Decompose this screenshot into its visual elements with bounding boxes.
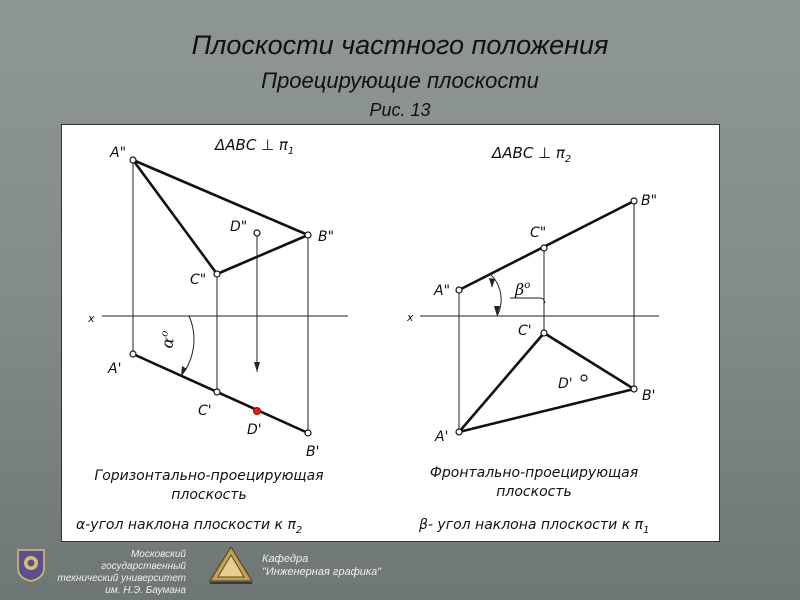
left-label-b1: B': [306, 444, 320, 460]
left-label-b2: B": [318, 229, 335, 245]
right-point-a2: [456, 287, 462, 293]
left-label-c2: C": [190, 272, 207, 288]
department-name: [262, 553, 381, 579]
university-line-2: технический университет: [57, 573, 186, 584]
department-line-2: "Инженерная графика": [262, 566, 382, 578]
left-point-b1: [305, 430, 311, 436]
left-label-c1: C': [198, 403, 212, 419]
right-caption-line2: плоскость: [496, 484, 572, 500]
left-point-a1: [130, 351, 136, 357]
left-point-d2: [254, 230, 260, 236]
left-note: α-угол наклона плоскости к $\pi_2$: [76, 517, 303, 536]
left-line-horizontal: [133, 354, 308, 433]
right-axis-label: x: [407, 311, 414, 324]
left-point-b2: [305, 232, 311, 238]
left-point-d1: [254, 408, 261, 415]
right-point-d1: [581, 375, 587, 381]
left-triangle-frontal: [133, 160, 308, 274]
left-point-c2: [214, 271, 220, 277]
left-point-c1: [214, 389, 220, 395]
right-header: ΔABC ⊥ $\pi_2$: [492, 144, 572, 165]
left-label-a2: A": [110, 145, 127, 161]
university-emblem-icon: [16, 548, 46, 582]
right-triangle-horizontal: [459, 333, 634, 432]
left-point-a2: [130, 157, 136, 163]
right-point-a1: [456, 429, 462, 435]
left-header: ΔABC ⊥ $\pi_1$: [215, 136, 295, 157]
right-point-b1: [631, 386, 637, 392]
left-axis-label: x: [88, 312, 95, 325]
left-label-a1: A': [108, 361, 122, 377]
right-point-c2: [541, 245, 547, 251]
right-angle-arrow-top: [489, 278, 495, 288]
left-label-d1: D': [247, 422, 262, 438]
university-name: [52, 549, 186, 597]
left-label-d2: D": [230, 219, 248, 235]
right-drawing: [406, 144, 659, 536]
footer: [0, 545, 800, 600]
left-drawing: [76, 136, 348, 536]
projection-diagram: [62, 125, 719, 541]
right-note: β- угол наклона плоскости к $\pi_1$: [419, 517, 650, 536]
department-line-1: Кафедра: [262, 553, 309, 565]
left-angle-label: $\alpha^o$: [157, 329, 178, 350]
department-logo-icon: [208, 545, 254, 585]
right-label-b1: B': [642, 388, 656, 404]
right-label-d1: D': [558, 376, 573, 392]
diagram-panel: [61, 124, 720, 542]
university-line-1: Московский государственный: [101, 549, 186, 572]
university-line-3: им. Н.Э. Баумана: [105, 585, 186, 596]
page-title: Плоскости частного положения: [191, 30, 609, 60]
right-caption-line1: Фронтально-проецирующая: [429, 465, 639, 481]
right-point-b2: [631, 198, 637, 204]
right-label-c2: C": [530, 225, 547, 241]
left-caption-line2: плоскость: [171, 487, 247, 503]
left-caption-line1: Горизонтально-проецирующая: [94, 468, 324, 484]
left-arrow-d: [254, 362, 260, 372]
figure-label: Рис. 13: [369, 100, 431, 120]
right-angle-label: $\beta^o$: [515, 280, 531, 299]
right-label-c1: C': [518, 323, 532, 339]
right-label-a1: A': [435, 429, 449, 445]
right-label-b2: B": [641, 193, 658, 209]
right-label-a2: A": [434, 283, 451, 299]
page-subtitle: Проецирующие плоскости: [261, 68, 539, 93]
left-angle-arrow: [181, 366, 187, 376]
right-point-c1: [541, 330, 547, 336]
